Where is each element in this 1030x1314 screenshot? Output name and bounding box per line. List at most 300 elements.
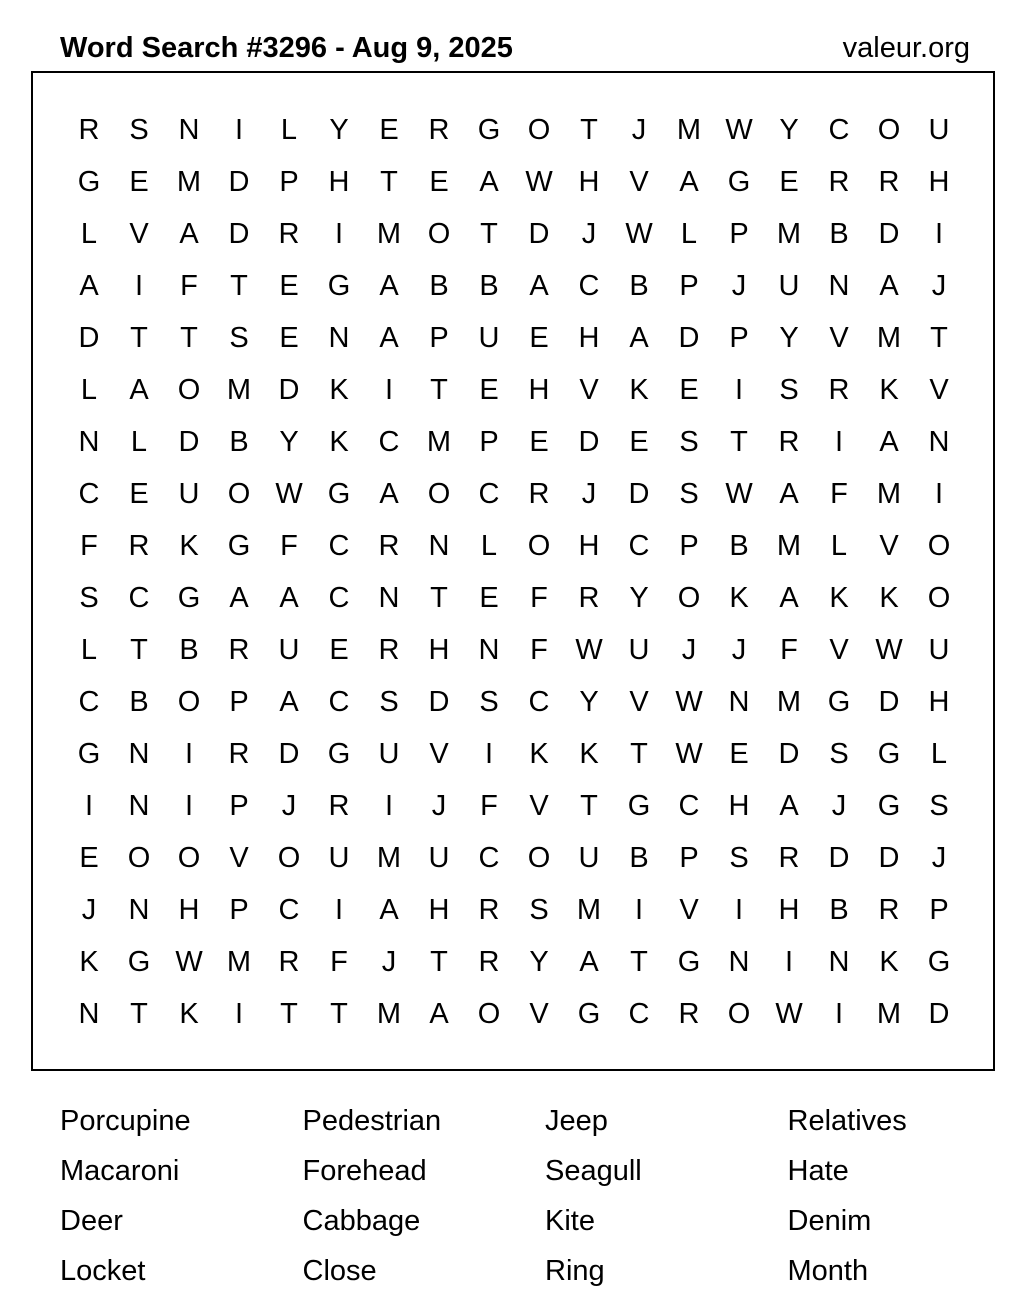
grid-letter[interactable]: D bbox=[278, 737, 300, 770]
grid-letter[interactable]: B bbox=[629, 269, 649, 302]
grid-letter[interactable]: B bbox=[829, 217, 849, 250]
grid-letter[interactable]: A bbox=[179, 217, 199, 250]
grid-letter[interactable]: D bbox=[278, 373, 300, 406]
grid-letter[interactable]: J bbox=[681, 633, 697, 666]
grid-letter[interactable]: I bbox=[634, 893, 644, 926]
grid-letter[interactable]: V bbox=[829, 633, 849, 666]
grid-letter[interactable]: F bbox=[480, 789, 498, 822]
grid-letter[interactable]: C bbox=[828, 113, 850, 146]
grid-letter[interactable]: O bbox=[727, 997, 751, 1030]
grid-letter[interactable]: G bbox=[327, 269, 351, 302]
grid-letter[interactable]: I bbox=[834, 425, 844, 458]
grid-letter[interactable]: U bbox=[378, 737, 400, 770]
grid-letter[interactable]: J bbox=[631, 113, 647, 146]
grid-letter[interactable]: E bbox=[129, 477, 149, 510]
grid-letter[interactable]: D bbox=[228, 217, 250, 250]
grid-letter[interactable]: N bbox=[828, 945, 850, 978]
grid-letter[interactable]: L bbox=[830, 529, 848, 562]
grid-letter[interactable]: T bbox=[630, 945, 648, 978]
grid-letter[interactable]: H bbox=[578, 529, 600, 562]
grid-letter[interactable]: P bbox=[229, 789, 249, 822]
grid-letter[interactable]: K bbox=[179, 997, 199, 1030]
grid-letter[interactable]: G bbox=[827, 685, 851, 718]
grid-letter[interactable]: A bbox=[879, 425, 899, 458]
grid-letter[interactable]: L bbox=[130, 425, 148, 458]
grid-letter[interactable]: G bbox=[727, 165, 751, 198]
grid-letter[interactable]: C bbox=[78, 685, 100, 718]
grid-letter[interactable]: C bbox=[678, 789, 700, 822]
grid-letter[interactable]: T bbox=[930, 321, 948, 354]
grid-letter[interactable]: R bbox=[478, 893, 500, 926]
grid-letter[interactable]: L bbox=[680, 217, 698, 250]
grid-letter[interactable]: A bbox=[379, 477, 399, 510]
grid-letter[interactable]: E bbox=[479, 581, 499, 614]
grid-letter[interactable]: T bbox=[430, 373, 448, 406]
grid-letter[interactable]: R bbox=[378, 529, 400, 562]
grid-letter[interactable]: O bbox=[177, 373, 201, 406]
grid-letter[interactable]: N bbox=[478, 633, 500, 666]
grid-letter[interactable]: R bbox=[278, 945, 300, 978]
grid-letter[interactable]: E bbox=[629, 425, 649, 458]
grid-letter[interactable]: H bbox=[328, 165, 350, 198]
grid-letter[interactable]: Y bbox=[779, 113, 799, 146]
grid-letter[interactable]: B bbox=[629, 841, 649, 874]
grid-letter[interactable]: V bbox=[829, 321, 849, 354]
grid-letter[interactable]: P bbox=[929, 893, 949, 926]
grid-letter[interactable]: A bbox=[779, 477, 799, 510]
grid-letter[interactable]: J bbox=[431, 789, 447, 822]
grid-letter[interactable]: C bbox=[578, 269, 600, 302]
grid-letter[interactable]: U bbox=[478, 321, 500, 354]
grid-letter[interactable]: N bbox=[178, 113, 200, 146]
grid-letter[interactable]: G bbox=[177, 581, 201, 614]
grid-letter[interactable]: L bbox=[480, 529, 498, 562]
grid-letter[interactable]: K bbox=[879, 373, 899, 406]
grid-letter[interactable]: P bbox=[679, 269, 699, 302]
grid-letter[interactable]: R bbox=[228, 633, 250, 666]
grid-letter[interactable]: G bbox=[127, 945, 151, 978]
grid-letter[interactable]: S bbox=[529, 893, 549, 926]
grid-letter[interactable]: S bbox=[379, 685, 399, 718]
grid-letter[interactable]: E bbox=[129, 165, 149, 198]
grid-letter[interactable]: R bbox=[778, 425, 800, 458]
grid-letter[interactable]: B bbox=[229, 425, 249, 458]
grid-letter[interactable]: O bbox=[927, 581, 951, 614]
grid-letter[interactable]: V bbox=[129, 217, 149, 250]
grid-letter[interactable]: E bbox=[479, 373, 499, 406]
grid-letter[interactable]: M bbox=[376, 217, 402, 250]
grid-letter[interactable]: W bbox=[725, 477, 753, 510]
grid-letter[interactable]: T bbox=[380, 165, 398, 198]
grid-letter[interactable]: W bbox=[175, 945, 203, 978]
grid-letter[interactable]: N bbox=[378, 581, 400, 614]
grid-letter[interactable]: T bbox=[230, 269, 248, 302]
grid-letter[interactable]: G bbox=[677, 945, 701, 978]
grid-letter[interactable]: T bbox=[330, 997, 348, 1030]
grid-letter[interactable]: J bbox=[931, 269, 947, 302]
grid-letter[interactable]: N bbox=[128, 789, 150, 822]
grid-letter[interactable]: N bbox=[828, 269, 850, 302]
grid-letter[interactable]: M bbox=[226, 945, 252, 978]
grid-letter[interactable]: C bbox=[278, 893, 300, 926]
grid-letter[interactable]: C bbox=[328, 581, 350, 614]
grid-letter[interactable]: A bbox=[779, 581, 799, 614]
grid-letter[interactable]: D bbox=[828, 841, 850, 874]
grid-letter[interactable]: F bbox=[280, 529, 298, 562]
grid-letter[interactable]: N bbox=[728, 945, 750, 978]
grid-letter[interactable]: P bbox=[679, 841, 699, 874]
grid-letter[interactable]: E bbox=[729, 737, 749, 770]
grid-letter[interactable]: V bbox=[429, 737, 449, 770]
grid-letter[interactable]: U bbox=[428, 841, 450, 874]
grid-letter[interactable]: T bbox=[130, 997, 148, 1030]
grid-letter[interactable]: V bbox=[629, 685, 649, 718]
grid-letter[interactable]: K bbox=[329, 425, 349, 458]
grid-letter[interactable]: W bbox=[675, 685, 703, 718]
grid-letter[interactable]: H bbox=[728, 789, 750, 822]
grid-letter[interactable]: S bbox=[679, 425, 699, 458]
grid-letter[interactable]: H bbox=[428, 633, 450, 666]
grid-letter[interactable]: D bbox=[178, 425, 200, 458]
grid-letter[interactable]: G bbox=[77, 165, 101, 198]
grid-letter[interactable]: C bbox=[478, 477, 500, 510]
grid-letter[interactable]: A bbox=[229, 581, 249, 614]
grid-letter[interactable]: P bbox=[429, 321, 449, 354]
grid-letter[interactable]: T bbox=[580, 789, 598, 822]
grid-letter[interactable]: A bbox=[779, 789, 799, 822]
grid-letter[interactable]: U bbox=[778, 269, 800, 302]
grid-letter[interactable]: T bbox=[430, 581, 448, 614]
grid-letter[interactable]: G bbox=[77, 737, 101, 770]
grid-letter[interactable]: F bbox=[780, 633, 798, 666]
grid-letter[interactable]: D bbox=[628, 477, 650, 510]
grid-letter[interactable]: U bbox=[578, 841, 600, 874]
grid-letter[interactable]: A bbox=[379, 893, 399, 926]
grid-letter[interactable]: Y bbox=[279, 425, 299, 458]
grid-letter[interactable]: U bbox=[628, 633, 650, 666]
grid-letter[interactable]: Y bbox=[779, 321, 799, 354]
grid-letter[interactable]: E bbox=[529, 425, 549, 458]
grid-letter[interactable]: E bbox=[379, 113, 399, 146]
grid-letter[interactable]: L bbox=[930, 737, 948, 770]
grid-letter[interactable]: E bbox=[279, 321, 299, 354]
grid-letter[interactable]: T bbox=[430, 945, 448, 978]
grid-letter[interactable]: I bbox=[384, 789, 394, 822]
grid-letter[interactable]: M bbox=[576, 893, 602, 926]
grid-letter[interactable]: E bbox=[529, 321, 549, 354]
grid-letter[interactable]: N bbox=[128, 737, 150, 770]
grid-letter[interactable]: D bbox=[928, 997, 950, 1030]
grid-letter[interactable]: S bbox=[829, 737, 849, 770]
grid-letter[interactable]: O bbox=[277, 841, 301, 874]
grid-letter[interactable]: L bbox=[80, 633, 98, 666]
grid-letter[interactable]: W bbox=[575, 633, 603, 666]
grid-letter[interactable]: O bbox=[877, 113, 901, 146]
grid-letter[interactable]: O bbox=[477, 997, 501, 1030]
grid-letter[interactable]: A bbox=[379, 321, 399, 354]
grid-letter[interactable]: O bbox=[677, 581, 701, 614]
grid-letter[interactable]: C bbox=[328, 685, 350, 718]
grid-letter[interactable]: G bbox=[227, 529, 251, 562]
grid-letter[interactable]: T bbox=[480, 217, 498, 250]
grid-letter[interactable]: R bbox=[878, 165, 900, 198]
grid-letter[interactable]: R bbox=[428, 113, 450, 146]
grid-letter[interactable]: F bbox=[80, 529, 98, 562]
grid-letter[interactable]: M bbox=[776, 529, 802, 562]
grid-letter[interactable]: H bbox=[528, 373, 550, 406]
grid-letter[interactable]: J bbox=[931, 841, 947, 874]
grid-letter[interactable]: W bbox=[275, 477, 303, 510]
grid-letter[interactable]: A bbox=[279, 685, 299, 718]
grid-letter[interactable]: V bbox=[929, 373, 949, 406]
grid-letter[interactable]: W bbox=[525, 165, 553, 198]
grid-letter[interactable]: T bbox=[730, 425, 748, 458]
grid-letter[interactable]: E bbox=[679, 373, 699, 406]
grid-letter[interactable]: R bbox=[578, 581, 600, 614]
grid-letter[interactable]: G bbox=[477, 113, 501, 146]
grid-letter[interactable]: T bbox=[580, 113, 598, 146]
grid-letter[interactable]: C bbox=[128, 581, 150, 614]
grid-letter[interactable]: H bbox=[428, 893, 450, 926]
grid-letter[interactable]: G bbox=[877, 789, 901, 822]
grid-letter[interactable]: R bbox=[878, 893, 900, 926]
grid-letter[interactable]: I bbox=[234, 113, 244, 146]
grid-letter[interactable]: E bbox=[279, 269, 299, 302]
grid-letter[interactable]: I bbox=[334, 217, 344, 250]
grid-letter[interactable]: P bbox=[279, 165, 299, 198]
grid-letter[interactable]: F bbox=[330, 945, 348, 978]
grid-letter[interactable]: K bbox=[879, 945, 899, 978]
grid-letter[interactable]: J bbox=[281, 789, 297, 822]
grid-letter[interactable]: N bbox=[728, 685, 750, 718]
grid-letter[interactable]: A bbox=[529, 269, 549, 302]
grid-letter[interactable]: P bbox=[229, 893, 249, 926]
grid-letter[interactable]: O bbox=[177, 841, 201, 874]
grid-letter[interactable]: O bbox=[177, 685, 201, 718]
grid-letter[interactable]: R bbox=[828, 165, 850, 198]
grid-letter[interactable]: S bbox=[129, 113, 149, 146]
grid-letter[interactable]: K bbox=[79, 945, 99, 978]
grid-letter[interactable]: N bbox=[428, 529, 450, 562]
grid-letter[interactable]: B bbox=[179, 633, 199, 666]
grid-letter[interactable]: C bbox=[528, 685, 550, 718]
grid-letter[interactable]: I bbox=[934, 217, 944, 250]
grid-letter[interactable]: U bbox=[328, 841, 350, 874]
grid-letter[interactable]: M bbox=[676, 113, 702, 146]
grid-letter[interactable]: P bbox=[479, 425, 499, 458]
grid-letter[interactable]: R bbox=[828, 373, 850, 406]
grid-letter[interactable]: J bbox=[831, 789, 847, 822]
grid-letter[interactable]: S bbox=[79, 581, 99, 614]
grid-letter[interactable]: T bbox=[130, 633, 148, 666]
grid-letter[interactable]: P bbox=[729, 217, 749, 250]
grid-letter[interactable]: V bbox=[629, 165, 649, 198]
grid-letter[interactable]: D bbox=[878, 685, 900, 718]
grid-letter[interactable]: G bbox=[577, 997, 601, 1030]
grid-letter[interactable]: P bbox=[679, 529, 699, 562]
grid-letter[interactable]: D bbox=[878, 217, 900, 250]
grid-letter[interactable]: G bbox=[627, 789, 651, 822]
grid-letter[interactable]: C bbox=[78, 477, 100, 510]
grid-letter[interactable]: I bbox=[734, 893, 744, 926]
grid-letter[interactable]: P bbox=[229, 685, 249, 718]
grid-letter[interactable]: W bbox=[675, 737, 703, 770]
grid-letter[interactable]: B bbox=[479, 269, 499, 302]
grid-letter[interactable]: C bbox=[378, 425, 400, 458]
grid-letter[interactable]: M bbox=[226, 373, 252, 406]
grid-letter[interactable]: C bbox=[628, 997, 650, 1030]
grid-letter[interactable]: K bbox=[529, 737, 549, 770]
grid-letter[interactable]: S bbox=[679, 477, 699, 510]
grid-letter[interactable]: I bbox=[484, 737, 494, 770]
grid-letter[interactable]: R bbox=[478, 945, 500, 978]
grid-letter[interactable]: H bbox=[778, 893, 800, 926]
grid-letter[interactable]: R bbox=[278, 217, 300, 250]
grid-letter[interactable]: C bbox=[328, 529, 350, 562]
grid-letter[interactable]: E bbox=[79, 841, 99, 874]
grid-letter[interactable]: O bbox=[427, 477, 451, 510]
grid-letter[interactable]: K bbox=[629, 373, 649, 406]
grid-letter[interactable]: D bbox=[778, 737, 800, 770]
grid-letter[interactable]: O bbox=[227, 477, 251, 510]
grid-letter[interactable]: F bbox=[530, 633, 548, 666]
grid-letter[interactable]: A bbox=[379, 269, 399, 302]
grid-letter[interactable]: I bbox=[384, 373, 394, 406]
grid-letter[interactable]: L bbox=[280, 113, 298, 146]
grid-letter[interactable]: M bbox=[176, 165, 202, 198]
grid-letter[interactable]: I bbox=[84, 789, 94, 822]
grid-letter[interactable]: S bbox=[479, 685, 499, 718]
grid-letter[interactable]: G bbox=[327, 737, 351, 770]
grid-letter[interactable]: T bbox=[180, 321, 198, 354]
grid-letter[interactable]: B bbox=[429, 269, 449, 302]
grid-letter[interactable]: R bbox=[778, 841, 800, 874]
grid-letter[interactable]: T bbox=[130, 321, 148, 354]
grid-letter[interactable]: I bbox=[734, 373, 744, 406]
grid-letter[interactable]: R bbox=[528, 477, 550, 510]
grid-letter[interactable]: D bbox=[228, 165, 250, 198]
grid-letter[interactable]: V bbox=[679, 893, 699, 926]
grid-letter[interactable]: H bbox=[178, 893, 200, 926]
grid-letter[interactable]: N bbox=[928, 425, 950, 458]
grid-letter[interactable]: A bbox=[679, 165, 699, 198]
grid-letter[interactable]: A bbox=[479, 165, 499, 198]
grid-letter[interactable]: I bbox=[134, 269, 144, 302]
grid-letter[interactable]: B bbox=[129, 685, 149, 718]
grid-letter[interactable]: G bbox=[877, 737, 901, 770]
grid-letter[interactable]: K bbox=[829, 581, 849, 614]
grid-letter[interactable]: S bbox=[729, 841, 749, 874]
grid-letter[interactable]: R bbox=[128, 529, 150, 562]
grid-letter[interactable]: I bbox=[184, 789, 194, 822]
grid-letter[interactable]: J bbox=[581, 477, 597, 510]
grid-letter[interactable]: M bbox=[876, 321, 902, 354]
grid-letter[interactable]: A bbox=[79, 269, 99, 302]
grid-letter[interactable]: M bbox=[776, 217, 802, 250]
grid-letter[interactable]: A bbox=[129, 373, 149, 406]
grid-letter[interactable]: M bbox=[876, 477, 902, 510]
grid-letter[interactable]: Y bbox=[529, 945, 549, 978]
grid-letter[interactable]: J bbox=[581, 217, 597, 250]
grid-letter[interactable]: O bbox=[527, 113, 551, 146]
grid-letter[interactable]: R bbox=[228, 737, 250, 770]
grid-letter[interactable]: D bbox=[428, 685, 450, 718]
grid-letter[interactable]: J bbox=[731, 633, 747, 666]
grid-letter[interactable]: F bbox=[530, 581, 548, 614]
grid-letter[interactable]: J bbox=[81, 893, 97, 926]
grid-letter[interactable]: C bbox=[478, 841, 500, 874]
grid-letter[interactable]: U bbox=[928, 633, 950, 666]
grid-letter[interactable]: E bbox=[779, 165, 799, 198]
grid-letter[interactable]: C bbox=[628, 529, 650, 562]
grid-letter[interactable]: N bbox=[78, 425, 100, 458]
grid-letter[interactable]: R bbox=[378, 633, 400, 666]
grid-letter[interactable]: G bbox=[327, 477, 351, 510]
grid-letter[interactable]: O bbox=[527, 841, 551, 874]
grid-letter[interactable]: G bbox=[927, 945, 951, 978]
grid-letter[interactable]: K bbox=[579, 737, 599, 770]
grid-letter[interactable]: M bbox=[376, 841, 402, 874]
grid-letter[interactable]: F bbox=[830, 477, 848, 510]
grid-letter[interactable]: V bbox=[529, 789, 549, 822]
grid-letter[interactable]: I bbox=[184, 737, 194, 770]
grid-letter[interactable]: I bbox=[934, 477, 944, 510]
grid-letter[interactable]: Y bbox=[329, 113, 349, 146]
grid-letter[interactable]: A bbox=[279, 581, 299, 614]
grid-letter[interactable]: D bbox=[678, 321, 700, 354]
grid-letter[interactable]: J bbox=[381, 945, 397, 978]
grid-letter[interactable]: S bbox=[229, 321, 249, 354]
grid-letter[interactable]: I bbox=[834, 997, 844, 1030]
grid-letter[interactable]: E bbox=[429, 165, 449, 198]
grid-letter[interactable]: M bbox=[776, 685, 802, 718]
grid-letter[interactable]: U bbox=[278, 633, 300, 666]
grid-letter[interactable]: K bbox=[729, 581, 749, 614]
grid-letter[interactable]: R bbox=[78, 113, 100, 146]
grid-letter[interactable]: L bbox=[80, 373, 98, 406]
grid-letter[interactable]: M bbox=[876, 997, 902, 1030]
grid-letter[interactable]: S bbox=[779, 373, 799, 406]
grid-letter[interactable]: H bbox=[928, 685, 950, 718]
grid-letter[interactable]: O bbox=[527, 529, 551, 562]
grid-letter[interactable]: K bbox=[179, 529, 199, 562]
grid-letter[interactable]: H bbox=[578, 321, 600, 354]
grid-letter[interactable]: K bbox=[879, 581, 899, 614]
grid-letter[interactable]: M bbox=[426, 425, 452, 458]
grid-letter[interactable]: V bbox=[229, 841, 249, 874]
grid-letter[interactable]: A bbox=[879, 269, 899, 302]
grid-letter[interactable]: I bbox=[784, 945, 794, 978]
grid-letter[interactable]: Y bbox=[629, 581, 649, 614]
grid-letter[interactable]: W bbox=[875, 633, 903, 666]
grid-letter[interactable]: E bbox=[329, 633, 349, 666]
grid-letter[interactable]: M bbox=[376, 997, 402, 1030]
grid-letter[interactable]: U bbox=[928, 113, 950, 146]
grid-letter[interactable]: A bbox=[629, 321, 649, 354]
grid-letter[interactable]: O bbox=[427, 217, 451, 250]
grid-letter[interactable]: L bbox=[80, 217, 98, 250]
grid-letter[interactable]: B bbox=[829, 893, 849, 926]
grid-letter[interactable]: T bbox=[280, 997, 298, 1030]
grid-letter[interactable]: K bbox=[329, 373, 349, 406]
grid-letter[interactable]: O bbox=[927, 529, 951, 562]
grid-letter[interactable]: J bbox=[731, 269, 747, 302]
grid-letter[interactable]: S bbox=[929, 789, 949, 822]
grid-letter[interactable]: W bbox=[625, 217, 653, 250]
grid-letter[interactable]: D bbox=[528, 217, 550, 250]
grid-letter[interactable]: N bbox=[328, 321, 350, 354]
grid-letter[interactable]: F bbox=[180, 269, 198, 302]
